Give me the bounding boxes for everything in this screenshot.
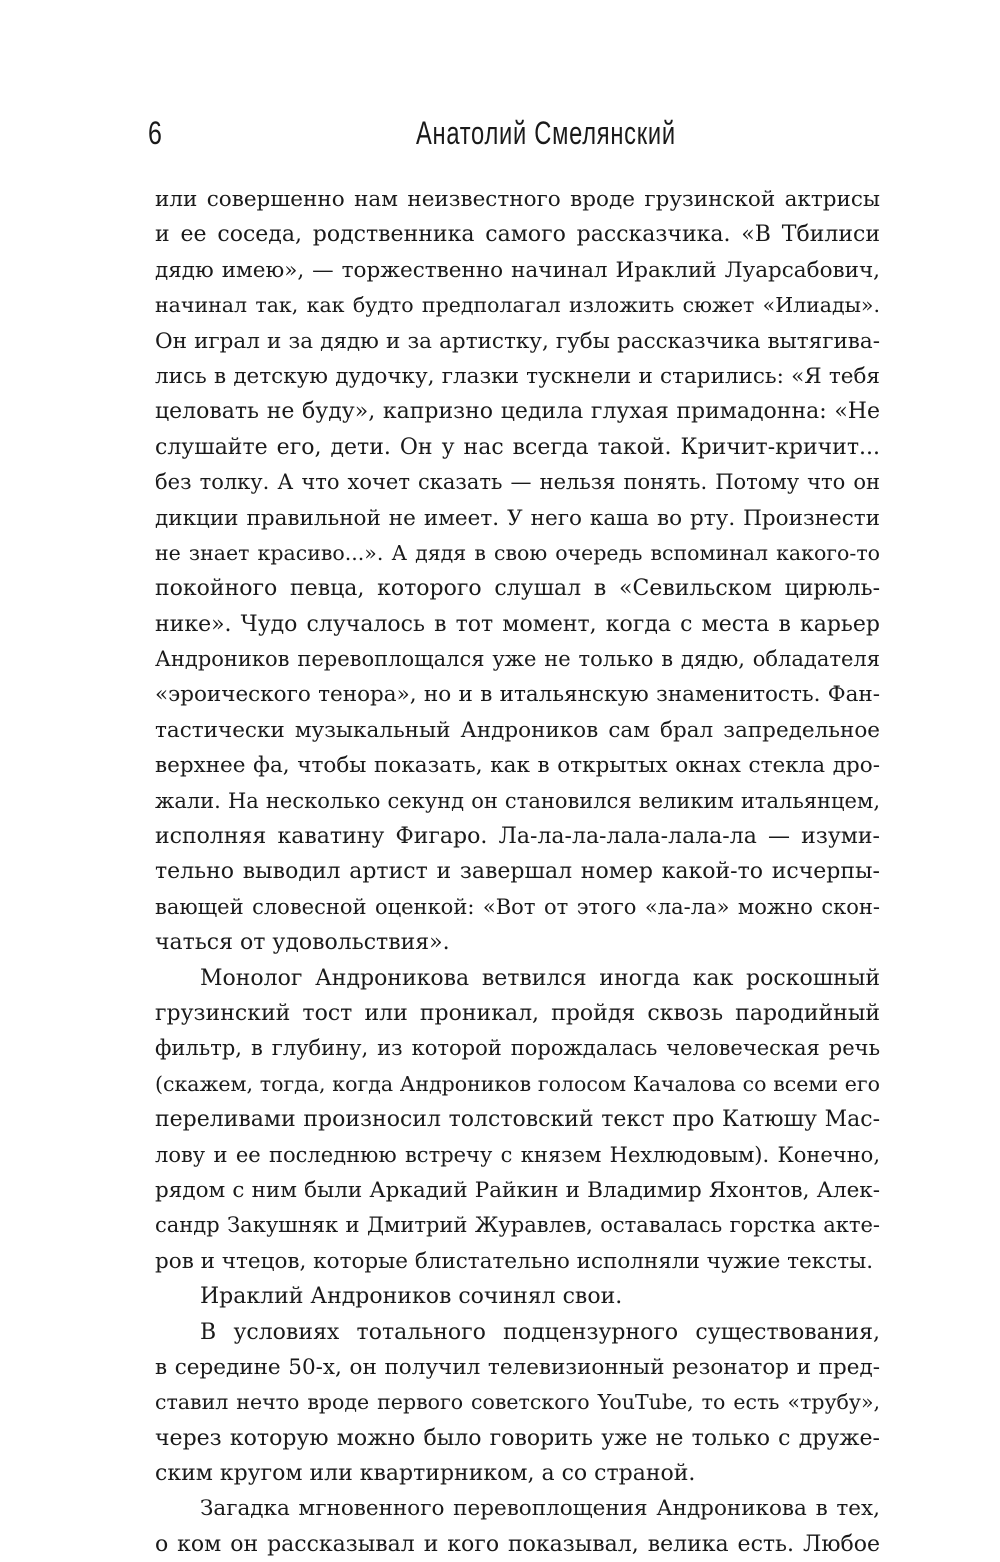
text-line: чаться от удовольствия». [155, 930, 450, 956]
running-header [0, 108, 1000, 158]
text-line: через которую можно было говорить уже не только с друже- [155, 1425, 880, 1451]
text-line: целовать не буду», капризно цедила глухая примадонна: «Не [155, 399, 880, 425]
text-line: (скажем, тогда, когда Андроников голосом Качалова со всеми его [155, 1071, 880, 1096]
text-line: или совершенно нам неизвестного вроде грузинской актрисы [155, 187, 880, 212]
text-line: о ком он рассказывал и кого показывал, велика есть. Любое [155, 1531, 880, 1557]
text-line: Андроников перевоплощался уже не только в дядю, обладателя [155, 647, 880, 672]
text-line: вающей словесной оценкой: «Вот от этого «ла-ла» можно скон- [155, 894, 880, 919]
text-line: слушайте его, дети. Он у нас всегда такой. Кричит-кричит... [155, 434, 880, 460]
text-line: Загадка мгновенного перевоплощения Андроникова в тех, [200, 1496, 880, 1522]
text-line: без толку. А что хочет сказать — нельзя понять. Потому что он [155, 470, 880, 495]
text-line: «эроического тенора», но и в итальянскую знаменитость. Фан- [155, 682, 880, 708]
body-text [155, 182, 880, 1562]
text-line: ставил нечто вроде первого советского YouTube, то есть «трубу», [155, 1390, 880, 1415]
text-line: Монолог Андроникова ветвился иногда как роскошный [200, 965, 880, 991]
text-line: лись в детскую дудочку, глазки тускнели и старились: «Я тебя [155, 363, 880, 389]
text-line: фильтр, в глубину, из которой порождалась человеческая речь [155, 1036, 880, 1061]
text-line: Ираклий Андроников сочинял свои. [200, 1284, 623, 1310]
text-line: исполняя каватину Фигаро. Ла-ла-ла-лала-лала-ла — изуми- [155, 824, 880, 850]
text-line: начинал так, как будто предполагал изложить сюжет «Илиады». [155, 293, 880, 318]
text-line: верхнее фа, чтобы показать, как в открытых окнах стекла дро- [155, 753, 880, 779]
running-title: Анатолий Смелянский [416, 115, 676, 151]
text-line: в середине 50-х, он получил телевизионный резонатор и пред- [155, 1354, 880, 1380]
text-line: тастически музыкальный Андроников сам брал запредельное [155, 717, 880, 743]
text-line: дядю имею», — торжественно начинал Ираклий Луарсабович, [155, 257, 880, 283]
text-line: Он играл и за дядю и за артистку, губы рассказчика вытягива- [155, 328, 880, 354]
text-line: В условиях тотального подцензурного существования, [200, 1319, 880, 1345]
text-line: сандр Закушняк и Дмитрий Журавлев, оставалась горстка акте- [155, 1213, 880, 1238]
text-line: и ее соседа, родственника самого рассказчика. «В Тбилиси [155, 222, 880, 248]
text-line: переливами произносил толстовский текст про Катюшу Мас- [155, 1107, 880, 1133]
page-number: 6 [148, 115, 162, 151]
text-line: ским кругом или квартирником, а со страной. [155, 1461, 696, 1487]
text-line: рядом с ним были Аркадий Райкин и Владимир Яхонтов, Алек- [155, 1177, 880, 1203]
text-line: не знает красиво...». А дядя в свою очередь вспоминал какого-то [155, 540, 880, 565]
text-line: покойного певца, которого слушал в «Севильском цирюль- [155, 576, 880, 602]
text-line: тельно выводил артист и завершал номер какой-то исчерпы- [155, 859, 880, 885]
text-line: жали. На несколько секунд он становился великим итальянцем, [155, 788, 880, 813]
text-line: ров и чтецов, которые блистательно исполняли чужие тексты. [155, 1248, 874, 1274]
text-line: лову и ее последнюю встречу с князем Нехлюдовым). Конечно, [155, 1142, 880, 1167]
text-line: дикции правильной не имеет. У него каша во рту. Произнести [155, 505, 880, 531]
text-line: грузинский тост или проникал, пройдя сквозь пародийный [155, 1000, 880, 1026]
text-line: нике». Чудо случалось в тот момент, когда с места в карьер [155, 611, 880, 637]
